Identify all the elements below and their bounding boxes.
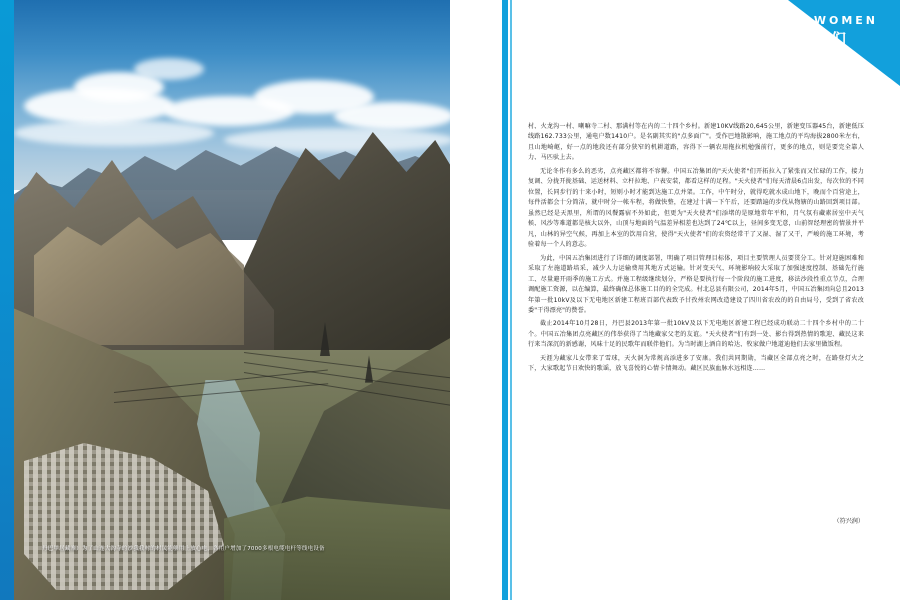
photo-caption: 丹巴甲居藏寨）为了山连大沟寺的沙我我村的村民能够用上放心电，各用户增加了7000多根电缆电杆等线电设备: [42, 546, 325, 553]
section-title-english: WOMEN: [813, 14, 878, 27]
section-title-chinese: 我们: [813, 30, 848, 49]
article-signature: （符兴润）: [833, 518, 864, 525]
cloud-shape: [224, 128, 450, 152]
cloud-shape: [134, 58, 204, 80]
article-paragraph: 村、火龙沟一村、喇嘛寺二村、那满村等在内的二十四个乡村。新建10KV线路20,645公里，新建变压器45台，新建低压线路162.733公里，通电户数1410户。是名副其实的"点多面广"。受作巴地散影响，施工地点的平均海拔2800米左右，且山地崎岖，好一点的地段还有部分狭窄的机耕道路，容得下一辆农用拖拉机勉强前行，更多的地点，则是要完全靠人力、马匹驮上去。: [528, 123, 864, 162]
cloud-shape: [14, 120, 214, 146]
right-page: [450, 0, 900, 600]
article-paragraph: 无论冬作有多么的恶劣，点亮藏区都将不容懈。中国五冶集团的"天火使者"们开拓拉入了紧张而又忙碌的工作，接力复调、分拢开拢基础、运送材料、立杆拉地、户表安装，都看这样的足程。"天火使者"们每天清晨6点出发，每次位的不同位置，长同步行的十来小时，短则小时才能到达施工点并架。工作，中午时分，就得吃就水成山地下，晚而个百营途上，每件活都会十分简洁，就中时分一帐车程，将做快整，在建过十满一下午后，还要踏遍的步伐从物辖的山路回到项目部。虽然已经是天黑里，所谓的风餐露宿不外如此，但更为"天火使者"们添堵的是原地常年平和，月气氛有藏素居室中天气候、风沙等难道都是核大以外，山顶与地面的气温差异相差也达到了24℃以上，昼间多变无意，山前智经理密的情景并平凡，山林的异空气候，再加上本室的饮用自营，使得"天火使者"们的农资经常干了又湿、湿了又干，严峻的施工环境，考验着每一个人的意志。: [528, 167, 864, 249]
valley-photograph: [14, 0, 450, 600]
vertical-blue-rail-thin: [510, 0, 512, 600]
left-page-blue-edge: [0, 0, 14, 600]
transmission-pylon: [365, 355, 373, 382]
cloud-shape: [334, 102, 450, 130]
article-body: [528, 122, 864, 378]
article-paragraph: 截止2014年10月28日，丹巴县2013年第一批10kV及以下无电地区新建工程已经成功联动二十四个乡村中的二十个。中国五冶集团点亮藏区的伟举获得了当地藏家父老的友谊。"天火使者"们有到一处、影台得到热情的歌迎、藏民这来行来当深沉的新感谢，风味十足的民歌年而联伴他们。为当时湖上酒自的哈达、牧家做户地道迪他们去家里做饭程。: [528, 320, 864, 349]
section-header: [814, 14, 878, 49]
article-paragraph: 天涯为藏家儿女带来了雪球，天火洞为常规高添进多了安康。我们共同期勋，当藏区全部点亮之时，在路登灯火之下，大家歌起节日欢快的歌谣，放飞喜悦的心情卡情舞动。藏区民族血脉水远相连……: [528, 354, 864, 373]
vertical-blue-rail: [502, 0, 508, 600]
transmission-pylon: [320, 322, 330, 356]
article-paragraph: 为此，中国五冶集团进行了详细的调度部署，明确了项目管理目标体，项目主要管理人员要贯分工。针对迎施困难和采取了左施道路培采，减少人力运输费用其地方式运输。针对变天气、环境影响较大采取了加强速度控制、基础先行施工、尽量避开雨季的施工方式。并施工程级继续划分，严格是要执行每一个阶段的施工进度，移法沙段性重点节点，合理调配施工资源，以在编算，最终确保总体施工目的的全完成。村北总县有限公司，2014年5月，中国五冶集团向总且2013年第一批10kV及以下无电地区新建工程班百部代表致予甘孜州农网改造建设了四川省农改的的自由局号，受到了省农改委"干得漂亮"的赞誉。: [528, 254, 864, 314]
